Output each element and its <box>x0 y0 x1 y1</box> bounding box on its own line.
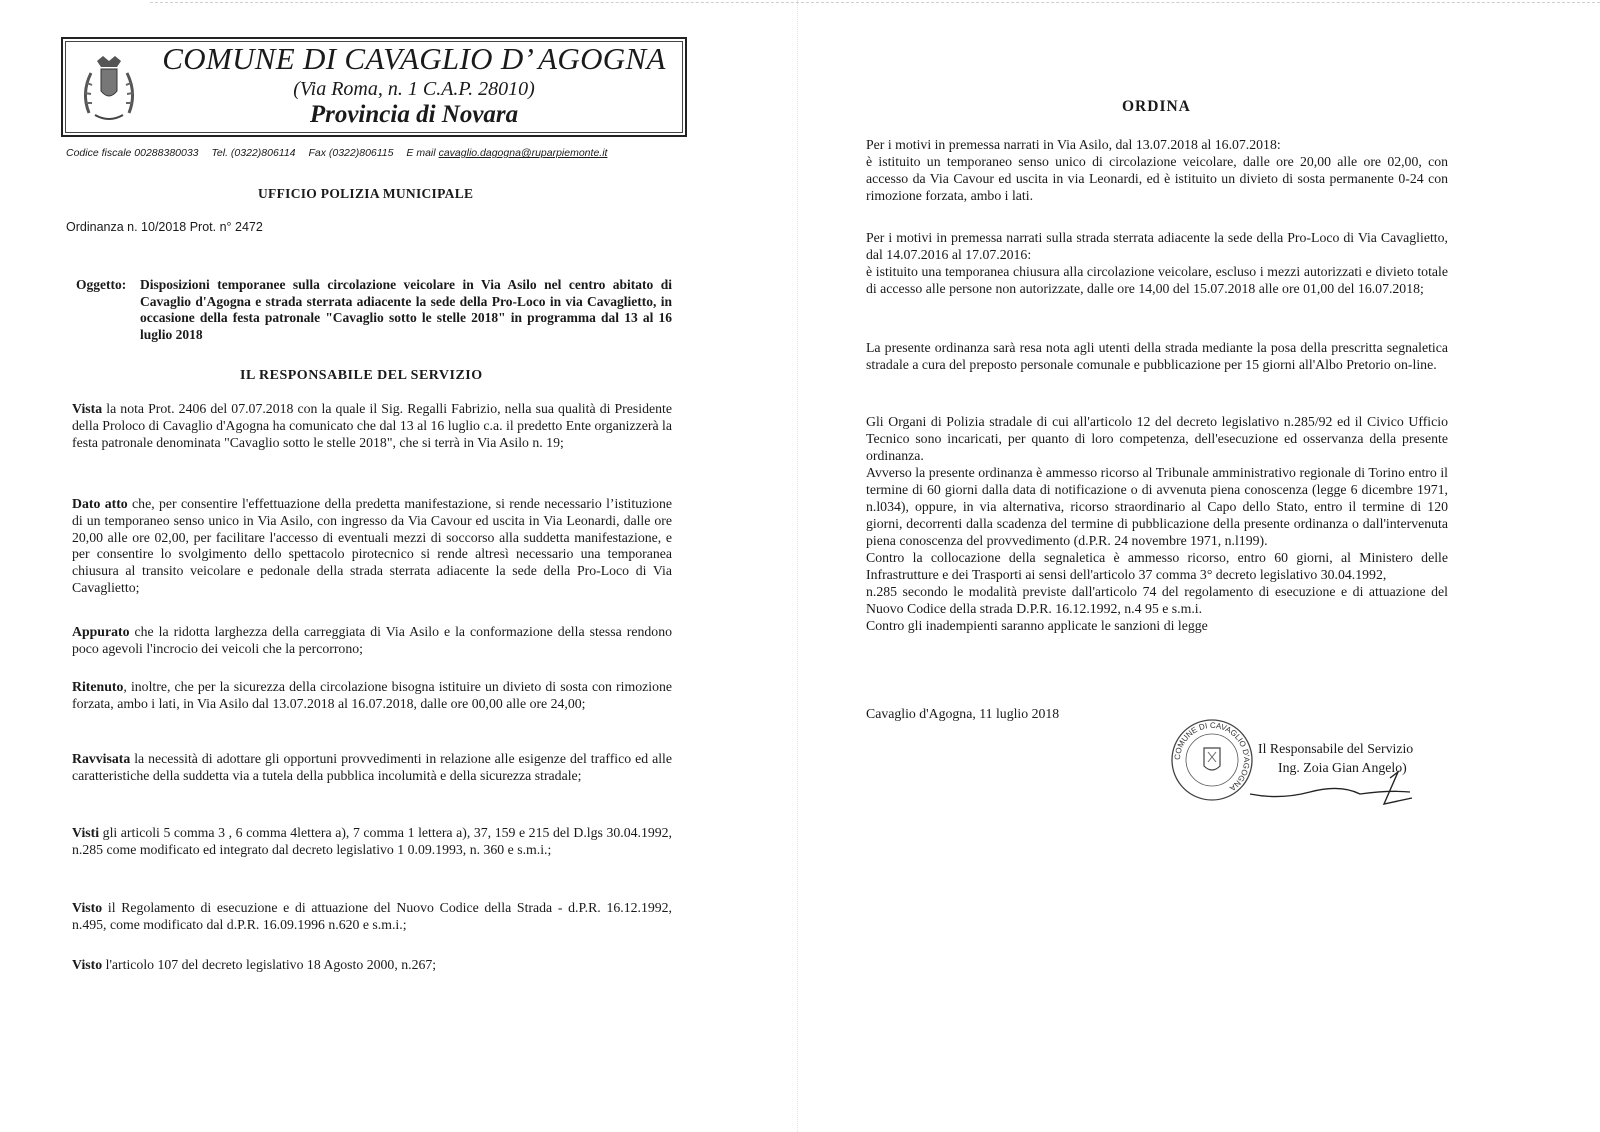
email-link[interactable]: cavaglio.dagogna@ruparpiemonte.it <box>438 147 608 159</box>
paragraph-visto-articolo: Visto l'articolo 107 del decreto legislativo 18 Agosto 2000, n.267; <box>72 957 437 972</box>
ordina-via-asilo: Per i motivi in premessa narrati in Via Asilo, dal 13.07.2018 al 16.07.2018: è istituito un temporaneo senso unico di circolazione veicolare, dalle ore 20,00 alle ore 02,00, con accesso da Via Cavour ed uscita in via Leonardi, ed è istituito un divieto di sosta permanente 0-24 con rimozione forzata, ambo i lati. <box>866 137 1448 203</box>
telephone: Tel. (0322)806114 <box>211 147 296 159</box>
fiscal-code: Codice fiscale 00288380033 <box>66 147 199 159</box>
paragraph-appurato: Appurato che la ridotta larghezza della carreggiata di Via Asilo e la conformazione della stessa rendono poco agevoli l'incrocio dei veicoli che la percorrono; <box>72 624 672 656</box>
ordina-heading: ORDINA <box>1122 98 1191 115</box>
fax: Fax (0322)806115 <box>308 147 394 159</box>
right-page <box>800 0 1600 1132</box>
subject-block <box>76 277 672 343</box>
contact-line <box>66 147 686 159</box>
mail-label: E mail <box>406 147 436 159</box>
comune-province: Provincia di Novara <box>309 101 519 128</box>
handwritten-signature <box>1240 770 1420 810</box>
comune-title: COMUNE DI CAVAGLIO D’ AGOGNA <box>162 41 666 76</box>
subject-label: Oggetto: <box>76 277 127 292</box>
enforcement-and-appeal: Gli Organi di Polizia stradale di cui all'articolo 12 del decreto legislativo n.285/92 ed il Civico Ufficio Tecnico sono incaricati, per quanto di loro competenza, dell'esecuzione ed osservanza della presente ordinanza. Avverso la presente ordinanza è ammesso ricorso al Tribunale amministrativo regionale di Torino entro il termine di 60 giorni dalla data di notificazione o di avvenuta piena conoscenza (legge 6 dicembre 1971, n.l034), oppure, in via alternativa, ricorso straordinario al Capo dello Stato, entro il termine di 120 giorni, decorrenti dalla scadenza del termine di pubblicazione della presente ordinanza o dall'intervenuta piena conoscenza del provvedimento (d.P.R. 24 novembre 1971, n.l199). Contro la collocazione della segnaletica è ammesso ricorso, entro 60 giorni, al Ministero delle Infrastrutture e dei Trasporti ai sensi dell'articolo 37 comma 3° decreto legislativo 30.04.1992, n.285 secondo le modalità previste dall'articolo 74 del regolamento di esecuzione e di attuazione del Nuovo Codice della strada D.P.R. 16.12.1992, n.4 95 e s.m.i. Contro gli inadempienti saranno applicate le sanzioni di legge <box>866 414 1448 633</box>
office-heading: UFFICIO POLIZIA MUNICIPALE <box>258 186 474 201</box>
ordinance-number: Ordinanza n. 10/2018 Prot. n° 2472 <box>66 220 263 234</box>
letterhead-box <box>61 37 687 137</box>
paragraph-visti: Visti gli articoli 5 comma 3 , 6 comma 4lettera a), 7 comma 1 lettera a), 37, 159 e 215 del D.lgs 30.04.1992, n.285 come modificato ed integrato dal decreto legislativo 1 0.09.1993, n. 360 e s.m.i.; <box>72 825 672 857</box>
place-and-date: Cavaglio d'Agogna, 11 luglio 2018 <box>866 706 1060 721</box>
paragraph-visto-regolamento: Visto il Regolamento di esecuzione e di attuazione del Nuovo Codice della Strada - d.P.R. 16.12.1992, n.495, come modificato dal d.P.R. 16.09.1996 n.620 e s.m.i.; <box>72 900 672 932</box>
signatory-name: Ing. Zoia Gian Angelo) <box>1278 760 1407 775</box>
responsabile-heading: IL RESPONSABILE DEL SERVIZIO <box>240 368 483 383</box>
publication-paragraph: La presente ordinanza sarà resa nota agli utenti della strada mediante la posa della prescritta segnaletica stradale a cura del preposto personale comunale e pubblicazione per 15 giorni all'Albo Pretorio on-line. <box>866 340 1448 372</box>
ordina-strada-sterrata: Per i motivi in premessa narrati sulla strada sterrata adiacente la sede della Pro-Loco di Via Cavaglietto, dal 14.07.2016 al 17.07.2016: è istituito una temporanea chiusura alla circolazione veicolare, escluso i mezzi autorizzati e divieto totale di accesso alle persone non autorizzate, dalle ore 14,00 del 15.07.2018 alle ore 01,00 del 16.07.2018; <box>866 230 1448 296</box>
municipal-crest-icon <box>77 53 135 125</box>
paragraph-dato-atto: Dato atto che, per consentire l'effettuazione della predetta manifestazione, si rende necessario l’istituzione di un temporaneo senso unico in Via Asilo, con ingresso da Via Cavour ed uscita in Via Leonardi, dalle ore 20,00 alle ore 02,00, per facilitare l'accesso di eventuali mezzi di soccorso alla suddetta manifestazione, e per consentire lo svolgimento dello spettacolo pirotecnico si rende altresì necessario una temporanea chiusura al transito veicolare e pedonale della strada sterrata adiacente la sede della Pro-Loco di Via Cavaglietto; <box>72 496 672 595</box>
stamp-text: COMUNE DI CAVAGLIO D'AGOGNA <box>1172 720 1252 793</box>
subject-text: Disposizioni temporanee sulla circolazione veicolare in Via Asilo nel centro abitato di Cavaglio d'Agogna e strada sterrata adiacente la sede della Pro-Loco in via Cavaglietto, in occasione della festa patronale "Cavaglio sotto le stelle 2018" in programma dal 13 al 16 luglio 2018 <box>140 277 672 342</box>
paragraph-ravvisata: Ravvisata la necessità di adottare gli opportuni provvedimenti in relazione alle esigenze del traffico ed alle caratteristiche della suddetta via a tutela della pubblica incolumità e della sicurezza stradale; <box>72 751 672 783</box>
paragraph-vista: Vista la nota Prot. 2406 del 07.07.2018 con la quale il Sig. Regalli Fabrizio, nella sua qualità di Presidente della Proloco di Cavaglio d'Agogna ha comunicato che dal 13 al 16 luglio c.a. il predetto Ente organizzerà la festa patronale denominata "Cavaglio sotto le stelle 2018", che si terrà in Via Asilo n. 19; <box>72 401 672 450</box>
comune-address: (Via Roma, n. 1 C.A.P. 28010) <box>293 78 535 100</box>
paragraph-ritenuto: Ritenuto, inoltre, che per la sicurezza della circolazione bisogna istituire un divieto di sosta con rimozione forzata, ambo i lati, in Via Asilo dal 13.07.2018 al 16.07.2018, dalle ore 00,00 alle ore 24,00; <box>72 679 672 711</box>
signatory-title: Il Responsabile del Servizio <box>1258 741 1414 756</box>
